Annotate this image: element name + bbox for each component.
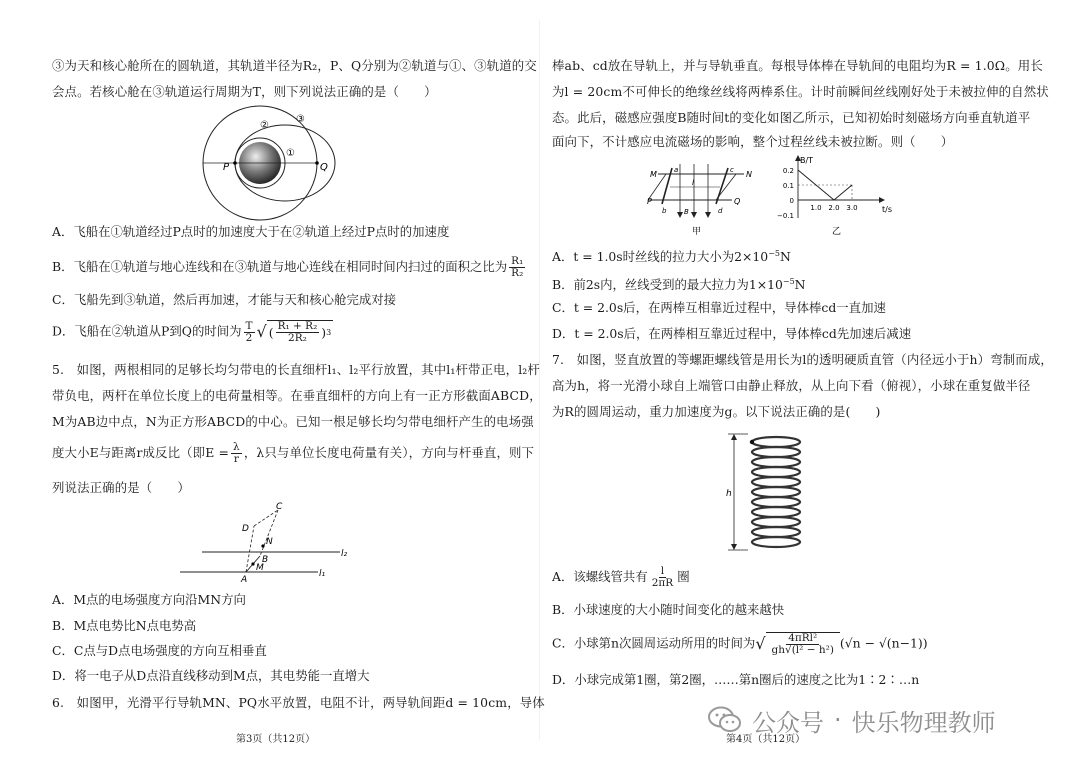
- label-c-rail: c: [730, 166, 734, 174]
- label-d-rail: d: [718, 207, 723, 215]
- watermark-text-a: 公众号: [752, 708, 824, 737]
- q5-option-c: C．C点与D点电场强度的方向互相垂直: [52, 643, 267, 658]
- q4-intro-line1: ③为天和核心舱所在的圆轨道，其轨道半径为R₂，P、Q分别为②轨道与①、③轨道的交: [52, 58, 537, 73]
- label-b-field: B: [684, 208, 689, 216]
- coil-turn: [752, 467, 800, 477]
- q6-option-b: B．前2s内，丝线受到的最大拉力为$1\times 10^{-5}N$: [552, 277, 806, 293]
- q4-option-a: A．飞船在①轨道经过P点时的加速度大于在②轨道上经过P点时的加速度: [52, 224, 450, 239]
- wechat-watermark: [708, 702, 1058, 738]
- caption-jia: 甲: [692, 227, 702, 237]
- label-c: C: [276, 502, 283, 512]
- rod-diagram: [176, 500, 346, 584]
- xtick-label: 1.0: [810, 204, 822, 212]
- label-p: P: [223, 162, 230, 173]
- q4-intro-line2: 会点。若核心舱在③轨道运行周期为T，则下列说法正确的是（ ）: [52, 84, 437, 99]
- ytick-label: 0.2: [782, 167, 794, 175]
- coil-turn: [752, 497, 800, 507]
- label-q-rail: Q: [734, 197, 741, 206]
- label-m-rail: M: [650, 170, 657, 179]
- label-d: D: [242, 524, 249, 534]
- q5-option-d: D．将一电子从D点沿直线移动到M点，其电势能一直增大: [52, 668, 370, 683]
- coil-turn: [752, 447, 800, 457]
- xtick-label: 3.0: [846, 204, 858, 212]
- q7-option-a: A．该螺线管共有 $\frac{l}{2\pi R}$ 圈: [552, 565, 690, 589]
- q5-line3: M为AB边中点，N为正方形ABCD的中心。已知一根足够长均匀带电细杆产生的电场强: [52, 414, 534, 429]
- coil-turn: [752, 517, 800, 527]
- q6-cont-line4: 面向下，不计感应电流磁场的影响，整个过程丝线未被拉断。则（ ）: [552, 134, 954, 149]
- coil-turn: [752, 527, 800, 537]
- q5-line1: 5. 如图，两根相同的足够长均匀带电的长直细杆l₁、l₂平行放置，其中l₁杆带正电，l₂杆: [52, 362, 540, 377]
- coil-turn: [752, 477, 800, 487]
- graph-caption: 乙: [832, 227, 842, 237]
- q5-line5: 列说法正确的是（ ）: [52, 480, 190, 495]
- ytick-label: −0.1: [777, 212, 794, 220]
- q5-option-b: B．M点电势比N点电势高: [52, 618, 197, 633]
- label-l1: l₁: [319, 569, 326, 579]
- q6-cont-line3: 态。此后，磁感应强度B随时间t的变化如图乙所示，已知初始时刻磁场方向垂直轨道平: [552, 110, 1031, 125]
- q6-option-a: A．t = 1.0s时丝线的拉力大小为$2\times 10^{-5}N$: [552, 249, 791, 265]
- b-t-graph: [768, 154, 898, 236]
- q5-option-a: A．M点的电场强度方向沿MN方向: [52, 592, 246, 607]
- q5-line2: 带负电，两杆在单位长度上的电荷量相等。在垂直细杆的方向上有一正方形截面ABCD，: [52, 388, 542, 403]
- label-q: Q: [320, 162, 328, 173]
- right-page-footer: 第4页（共12页）: [726, 734, 806, 745]
- coil-turn: [752, 487, 800, 497]
- label-a-rail: a: [674, 166, 679, 174]
- watermark-text-b: 快乐物理教师: [851, 708, 996, 737]
- label-h: h: [726, 489, 732, 499]
- label-p-rail: P: [647, 197, 652, 206]
- coil-turn: [752, 537, 800, 547]
- coil-turn: [752, 437, 800, 447]
- q4-option-b: B．飞船在①轨道与地心连线和在③轨道与地心连线在相同时间内扫过的面积之比为 $\frac{\text{R₁}}{\text{R₂}}$: [52, 255, 524, 279]
- coil-diagram: [720, 430, 820, 556]
- q7-line3: 为R的圆周运动，重力加速度为g。以下说法正确的是( ): [552, 404, 881, 419]
- left-page-footer: 第3页（共12页）: [236, 734, 316, 745]
- orbit-diagram: [196, 106, 336, 230]
- label-b: B: [262, 555, 269, 565]
- q4-option-d: D．飞船在②轨道从P到Q的时间为 $\frac{T}{2}$ √ ( $\frac{\text{R₁ + R₂}}{\text{2R₂}}$ ) 3: [52, 319, 332, 344]
- q7-option-c: C．小球第n次圆周运动所用的时间为 √ $\frac{\text{4πRl²}}{\text{gh√(l² − h²)}}$ (√n − √(n−1)): [552, 632, 928, 656]
- label-l2: l₂: [341, 549, 348, 559]
- label-n-rail: N: [746, 170, 752, 179]
- q7-line2: 高为h，将一光滑小球自上端管口由静止释放，从上向下看（俯视），小球在重复做半径: [552, 378, 1031, 393]
- q7-option-b: B．小球速度的大小随时间变化的越来越快: [552, 602, 785, 617]
- q5-line4: 度大小E与距离r成反比（即E = $\frac{\lambda}{r}$ ，λ只与单位长度电荷量有关），方向与杆垂直，则下: [52, 441, 535, 465]
- label-m: M: [256, 563, 264, 573]
- q7-line1: 7. 如图，竖直放置的等螺距螺线管是用长为l的透明硬质直管（内径远小于h）弯制而成，: [552, 352, 1053, 367]
- graph-xlabel: t/s: [882, 205, 892, 214]
- label-orbit-1: ①: [286, 148, 295, 159]
- ytick-label: 0: [789, 197, 794, 205]
- label-a: A: [241, 575, 248, 585]
- q6-start: 6. 如图甲，光滑平行导轨MN、PQ水平放置，电阻不计，两导轨间距d = 10cm，导体: [52, 695, 545, 710]
- q6-option-c: C．t = 2.0s后，在两棒互相靠近过程中，导体棒cd一直加速: [552, 300, 886, 315]
- label-orbit-3: ③: [296, 114, 305, 125]
- graph-ylabel: B/T: [800, 156, 814, 165]
- right-page: [540, 0, 1080, 763]
- label-b-rail: b: [662, 207, 667, 215]
- rail-diagram: [648, 160, 758, 236]
- label-l-rail: l: [692, 179, 694, 187]
- wechat-logo-icon: [708, 706, 742, 734]
- q6-cont-line1: 棒ab、cd放在导轨上，并与导轨垂直。每根导体棒在导轨间的电阻均为R = 1.0Ω。用长: [552, 58, 1043, 73]
- coil-turn: [752, 457, 800, 467]
- q6-cont-line2: 为l = 20cm不可伸长的绝缘丝线将两棒系住。计时前瞬间丝线刚好处于未被拉伸的自然状: [552, 84, 1049, 99]
- q6-option-d: D．t = 2.0s后，在两棒相互靠近过程中，导体棒cd先加速后减速: [552, 326, 912, 341]
- q4-option-c: C．飞船先到③轨道，然后再加速，才能与天和核心舱完成对接: [52, 292, 397, 307]
- q7-option-d: D．小球完成第1圈，第2圈，……第n圈后的速度之比为1∶2∶…n: [552, 672, 920, 687]
- coil-turn: [752, 507, 800, 517]
- ytick-label: 0.1: [782, 182, 794, 190]
- watermark-dot: ·: [834, 706, 842, 734]
- xtick-label: 2.0: [828, 204, 840, 212]
- label-n: N: [266, 537, 273, 547]
- label-orbit-2: ②: [260, 120, 269, 131]
